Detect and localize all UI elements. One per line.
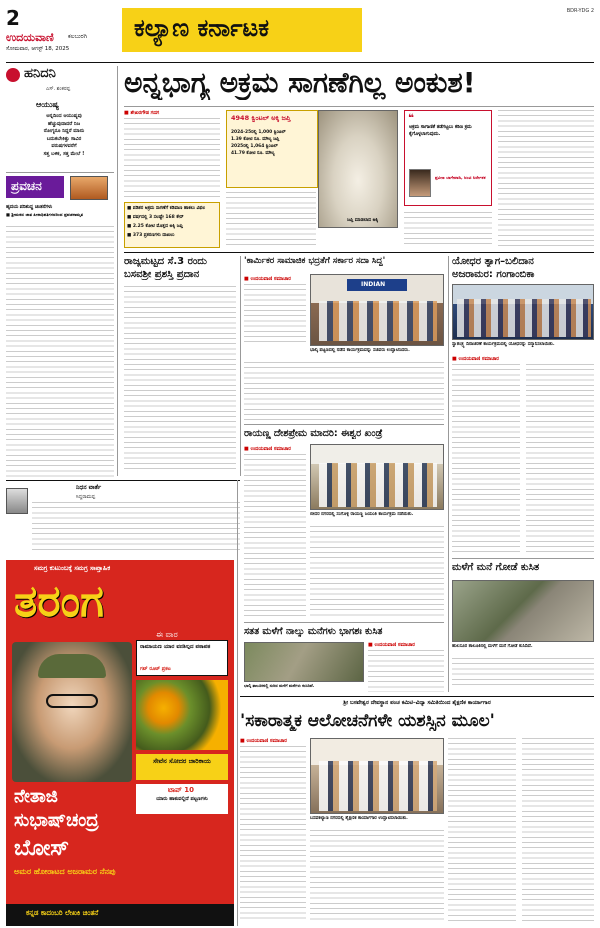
- karmikara-body: [244, 362, 444, 420]
- karmikara-banner-text: INDIAN: [361, 281, 386, 288]
- rayanna-headline: ರಾಯಣ್ಣ ದೇಶಪ್ರೇಮ ಮಾದರಿ: ಈಶ್ವರ ಖಂಡ್ರೆ: [244, 428, 383, 439]
- poem-line: ಸತ್ತ ಬಳಿಕ, ಸತ್ತ ಮೇಲೆ !: [43, 150, 85, 157]
- karmikara-story: [244, 256, 444, 422]
- teaser-2-box: [136, 754, 228, 780]
- rice-photo-caption: ಜಪ್ತಿ ಮಾಡಲಾದ ಅಕ್ಕಿ: [347, 217, 379, 223]
- sakaratmaka-byline: ■ ಉದಯವಾಣಿ ಸಮಾಚಾರ: [240, 738, 287, 744]
- rayanna-body: [310, 526, 444, 616]
- rajyamatta-story: [124, 256, 236, 476]
- date-label: ಸೋಮವಾರ, ಆಗಸ್ಟ್ 18, 2025: [6, 46, 70, 52]
- teaser-2: ಸೇವೆನ ಸೋದರ ಜಾರಿಕಾಯ: [153, 757, 211, 765]
- lead-bullets-box: [124, 202, 220, 248]
- edition-code: BDR-YDG 2: [566, 8, 594, 14]
- teaser-photo: [136, 680, 228, 750]
- hanidani-author: ಎಸ್. ಶಂಕರಪ್ಪ: [46, 86, 71, 92]
- hanidani-box: [6, 66, 114, 170]
- karmikara-headline: 'ಕಾರ್ಮಿಕರ ಸಾಮಾಜಿಕ ಭದ್ರತೆಗೆ ಸರ್ಕಾರ ಸದಾ ಸಿದ್ಧ': [244, 256, 386, 266]
- poem-lines: [24, 113, 104, 158]
- lead-col2-text: [226, 192, 316, 248]
- rayanna-story: [244, 428, 444, 618]
- glasses-icon: [46, 694, 98, 708]
- yodhara-caption: ಸ್ವಾತಂತ್ರ್ಯ ದಿನಾಚರಣೆ ಕಾರ್ಯಕ್ರಮದಲ್ಲಿ ಯೋಧರನ್ನು ಸನ್ಮಾನಿಸಲಾಯಿತು.: [452, 342, 555, 347]
- swamiji-portrait: [70, 176, 108, 200]
- taranga-title: ತರಂಗ: [14, 576, 104, 627]
- yodhara-byline: ■ ಉದಯವಾಣಿ ಸಮಾಚಾರ: [452, 356, 499, 362]
- page-number: 2: [6, 6, 20, 30]
- male-headline: ಮಳೆಗೆ ಮನೆ ಗೋಡೆ ಕುಸಿತ: [452, 562, 540, 573]
- taranga-ad[interactable]: [6, 560, 234, 926]
- pravachana-box: [6, 176, 114, 476]
- taranga-tagline: ಸಮಗ್ರ ಕುಟುಂಬಕ್ಕೆ ಸಮಗ್ರ ಸಾಪ್ತಾಹಿಕ: [34, 564, 111, 572]
- lead-bullet: ■ 373 ಪ್ರಕರಣಗಳು ದಾಖಲು: [127, 233, 175, 238]
- rice-highlight-box: [226, 110, 318, 188]
- teaser-3-box: [136, 784, 228, 814]
- lead-headline: ಅನ್ನಭಾಗ್ಯ ಅಕ್ರಮ ಸಾಗಣೆಗಿಲ್ಲ ಅಂಕುಶ!: [124, 66, 476, 99]
- yodhara-col1: [452, 364, 520, 554]
- highlight-title: 4948 ಕ್ವಿಂಟಲ್ ಅಕ್ಕಿ ಜಪ್ತಿ: [231, 114, 291, 122]
- cap-icon: [38, 654, 106, 678]
- teaser-1-box: [136, 640, 228, 676]
- obituary-body: [32, 502, 240, 550]
- taranga-footer: ಕನ್ನಡ ಕಾದಂಬರಿ ಲೇಖಕಿ ಚಿಂತನೆ: [26, 909, 99, 917]
- sakaratmaka-col2: [310, 830, 444, 922]
- poem-line: ಅನ್ನದಿಂದ ಆಯುಷ್ಯವು: [46, 113, 82, 119]
- satata-headline: ಸತತ ಮಳೆಗೆ ನಾಲ್ಕು ಮನೆಗಳು ಭಾಗಶಃ ಕುಸಿತ: [244, 626, 383, 637]
- section-title-box: [122, 8, 362, 52]
- sakaratmaka-caption: ಬಸವಕಲ್ಯಾಣ ನಗರದಲ್ಲಿ ಶೈಕ್ಷಣಿಕ ಕಾರ್ಯಾಗಾರ ಉದ್ಘಾಟಿಸಲಾಯಿತು.: [310, 816, 408, 821]
- rajyamatta-headline-1: ರಾಜ್ಯಮಟ್ಟದ ಸೆ.3 ರಂದು: [124, 256, 207, 267]
- sakaratmaka-headline: 'ಸಕಾರಾತ್ಮಕ ಆಲೋಚನೆಗಳೇ ಯಶಸ್ಸಿನ ಮೂಲ': [240, 711, 495, 731]
- rayanna-byline: ■ ಉದಯವಾಣಿ ಸಮಾಚಾರ: [244, 446, 291, 452]
- lead-byline: ■ ಶೇಖರಗೌಡ ಗದಗ: [124, 110, 160, 116]
- quote-box: [404, 110, 492, 206]
- people-group-icon: [457, 299, 591, 337]
- satata-body: [368, 650, 444, 692]
- obituary-photo: [6, 488, 28, 514]
- sakaratmaka-col3: [448, 738, 516, 922]
- karmikara-banner: [347, 279, 407, 291]
- yodhara-col2: [526, 364, 594, 554]
- satata-caption: ಭಾಲ್ಕಿ ತಾಲೂಕಿನಲ್ಲಿ ಸುರಿದ ಮಳೆಗೆ ಮನೆಗಳು ಕುಸಿದಿವೆ.: [244, 683, 315, 688]
- pravachana-body: [6, 226, 114, 478]
- netaji-portrait: [12, 642, 132, 782]
- male-caption: ಹುಲಸೂರ ತಾಲೂಕಿನಲ್ಲಿ ಮಳೆಗೆ ಮನೆ ಗೋಡೆ ಕುಸಿದಿದೆ.: [452, 644, 533, 649]
- taranga-footer-bar: [6, 904, 234, 926]
- quote-text: ಅಕ್ರಮ ಸಾಗಾಣಿಕೆ ತಡೆಗಟ್ಟಲು ಕಠಿಣ ಕ್ರಮ ಕೈಗೊಳ್ಳಲಾಗುವುದು.: [409, 125, 472, 137]
- stat-line: 2025ರಲ್ಲಿ 1,064 ಕ್ವಿಂಟಲ್: [231, 144, 278, 149]
- taranga-day: ಈ ವಾರ: [156, 630, 178, 639]
- yodhara-headline-2: ಅಜರಾಮರ: ಗಂಗಾಂಬಿಕಾ: [452, 269, 535, 280]
- rayanna-caption: ಬೀದರ ನಗರದಲ್ಲಿ ಸಂಗೊಳ್ಳಿ ರಾಯಣ್ಣ ಜಯಂತಿ ಕಾರ್ಯಕ್ರಮ ನಡೆಯಿತು.: [310, 512, 414, 517]
- lead-col5-text: [498, 110, 594, 248]
- poem-line: ಹೆಚ್ಚುವುದಾದರೆ ನಿಜ: [47, 120, 81, 127]
- city-label: ಕಲಬುರಗಿ: [68, 33, 88, 40]
- pravachana-subtitle: ಹೃದಯ ಪರಿಶುದ್ಧ ಚಿಂತನೆಗಳು: [6, 205, 53, 210]
- cover-name-3: ಬೋಸ್: [14, 836, 70, 861]
- karmikara-byline: ■ ಉದಯವಾಣಿ ಸಮಾಚಾರ: [244, 276, 291, 282]
- satata-byline: ■ ಉದಯವಾಣಿ ಸಮಾಚಾರ: [368, 642, 415, 648]
- rice-photo: [318, 110, 398, 228]
- poem-title: ಆಯುಷ್ಯ: [36, 100, 59, 109]
- yodhara-headline-1: ಯೋಧರ ತ್ಯಾಗ–ಬಲಿದಾನ: [452, 256, 534, 267]
- pravachana-title: ಪ್ರವಚನ: [11, 179, 42, 193]
- obituary: [6, 484, 240, 554]
- quote-icon: ❝: [408, 113, 414, 124]
- yodhara-photo: [452, 284, 594, 340]
- obituary-name: ಸಿದ್ದರಾಮಪ್ಪ: [76, 494, 96, 500]
- stat-line: 2024-25ರಲ್ಲಿ 1,000 ಕ್ವಿಂಟಲ್: [231, 130, 286, 135]
- karmikara-caption: ಭಾಲ್ಕಿ ಪಟ್ಟಣದಲ್ಲಿ ನಡೆದ ಕಾರ್ಯಕ್ರಮವನ್ನು ಸಚಿವರು ಉದ್ಘಾಟಿಸಿದರು.: [310, 348, 410, 353]
- teaser-3b: ಯಾರು ಹಾಕುವಲ್ಲಿದೆ ಪಟ್ಟಣಗಳು: [156, 796, 208, 802]
- section-title: ಕಲ್ಯಾಣ ಕರ್ನಾಟಕ: [134, 14, 270, 42]
- yodhara-story: [452, 256, 594, 556]
- obituary-title: ನಿಧನ ವಾರ್ತೆ: [76, 484, 102, 491]
- pravachana-author-note: ■ ಶ್ರೀಮಠದ ಜಾತ ಪೀಠಾಧಿಪತಿಗಳವರಿಂದ ಪ್ರವಚನಾಮೃತ: [6, 212, 83, 217]
- teaser-3: ಟಾಪ್ 10: [168, 786, 194, 794]
- cover-name-1: ನೇತಾಜಿ: [14, 786, 58, 807]
- masthead: [6, 6, 594, 58]
- sakaratmaka-photo: [310, 738, 444, 814]
- sakaratmaka-col4: [522, 738, 594, 922]
- lead-col1-text: [124, 118, 220, 198]
- rayanna-col1: [244, 454, 306, 616]
- teaser-1: ರಾಮಾಯಣ ಯಾರ ವನಶಿಲ್ಪದ ಪಠಾಪತ: [140, 644, 211, 650]
- rayanna-photo: [310, 444, 444, 510]
- satata-story: [244, 626, 594, 692]
- sakaratmaka-story: [240, 700, 594, 924]
- people-group-icon: [319, 761, 437, 811]
- karmikara-col1: [244, 284, 306, 344]
- rajyamatta-headline-2: ಬಸವಶ್ರೀ ಪ್ರಶಸ್ತಿ ಪ್ರದಾನ: [124, 269, 200, 280]
- rajyamatta-body: [124, 286, 236, 472]
- paper-name: ಉದಯವಾಣಿ: [6, 31, 54, 44]
- cover-name-2: ಸುಭಾಷ್‌ಚಂದ್ರ: [14, 810, 99, 831]
- poem-line: ಬದುಕಬೇಕಿತ್ತು ಸಾವಿರ: [46, 135, 82, 142]
- satata-photo: [244, 642, 364, 682]
- sakaratmaka-kicker: ಶ್ರೀ ಬಸವೇಶ್ವರ ದೇವಸ್ಥಾನ ಪಂಚ ಕಮಿಟಿ–ವಿದ್ಯಾ ಸಮಿತಿಯಿಂದ ಶೈಕ್ಷಣಿಕ ಕಾರ್ಯಾಗಾರ: [343, 700, 491, 706]
- stat-line: 1.39 ಕೋಟಿ ರೂ. ಮೌಲ್ಯ ಜಪ್ತಿ: [231, 137, 280, 142]
- poem-line: ರೋಗ್ಯರೂ ನಿದ್ದರೆ ಮಾನು: [43, 128, 85, 134]
- highlight-stats: [231, 129, 315, 157]
- pravachana-header: [6, 176, 64, 198]
- teaser-1b: ಗಟ್ ರೂಟ್ ಪ್ರಕಟ: [140, 666, 171, 672]
- lead-bullet: ■ ಪಡಿತರ ಅಕ್ರಮ ಸಾಗಣೆಗೆ ಕಡಿವಾಣ ಹಾಕಲು ವಿಫಲ: [127, 206, 206, 211]
- quote-author-photo: [409, 169, 431, 197]
- people-group-icon: [319, 463, 437, 507]
- lead-bullet: ■ 2.25 ಕೋಟಿ ಮೊತ್ತದ ಅಕ್ಕಿ ಜಪ್ತಿ: [127, 224, 183, 229]
- cover-sub: ಅಮರ ಹೋರಾಟದ ಅಜರಾಮರ ನೆನಪು: [14, 867, 116, 876]
- quote-author: ಪ್ರವೀಣ ಬಾಗೇವಾಡಿ, ಜಂಟಿ ನಿರ್ದೇಶಕ: [435, 175, 486, 180]
- lead-col4-text: [404, 212, 492, 248]
- lead-bullet: ■ ವರ್ಷದಲ್ಲಿ 3 ಸಲಷ್ಟೇ 168 ಕೇಸ್: [127, 215, 184, 220]
- hanidani-title: ಹನಿದನಿ: [24, 66, 56, 81]
- stat-line: 41.79 ಕೋಟಿ ರೂ. ಮೌಲ್ಯ: [231, 151, 275, 156]
- hanidani-logo-icon: [6, 68, 20, 82]
- sakaratmaka-col1: [240, 746, 306, 922]
- karmikara-photo: [310, 274, 444, 346]
- poem-line: ವರುಷಗಳವರೆಗೆ: [51, 143, 77, 149]
- people-group-icon: [319, 301, 437, 341]
